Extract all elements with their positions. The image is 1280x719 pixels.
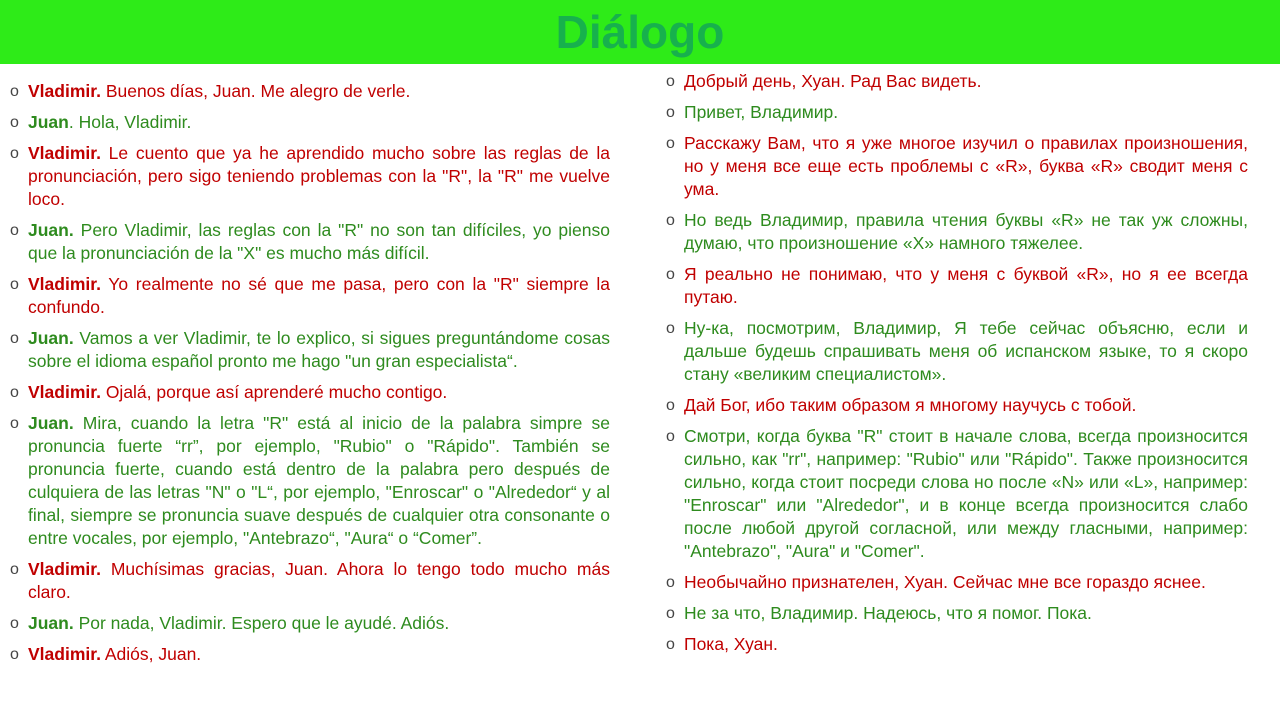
bullet-icon: o bbox=[10, 222, 19, 239]
russian-line-6 bbox=[664, 317, 1248, 386]
russian-line-9 bbox=[664, 571, 1248, 594]
line-text: Yo realmente no sé que me pasa, pero con la "R" siempre la confundo. bbox=[28, 274, 610, 317]
spanish-line-11 bbox=[8, 643, 610, 666]
speaker-name: Juan bbox=[28, 112, 69, 132]
spanish-line-10 bbox=[8, 612, 610, 635]
line-text: Привет, Владимир. bbox=[684, 102, 839, 122]
russian-line-11 bbox=[664, 633, 1248, 656]
bullet-icon: o bbox=[666, 73, 675, 90]
bullet-icon: o bbox=[10, 415, 19, 432]
bullet-icon: o bbox=[10, 114, 19, 131]
russian-line-5 bbox=[664, 263, 1248, 309]
spanish-line-6 bbox=[8, 327, 610, 373]
spanish-line-2 bbox=[8, 111, 610, 134]
bullet-icon: o bbox=[666, 636, 675, 653]
line-text: Смотри, когда буква "R" стоит в начале слова, всегда произносится сильно, как "rr", например: "Rubio" или "Rápido". Также произносится сильно, когда стоит посреди слова но после «N» или «L», например: "Enroscar" или "Alrededor", и в конце всегда произносится слабо после любой другой согласной, или между гласными, например: "Antebrazo", "Aura" и "Comer". bbox=[684, 426, 1248, 561]
russian-line-1 bbox=[664, 70, 1248, 93]
bullet-icon: o bbox=[666, 574, 675, 591]
line-text: Buenos días, Juan. Me alegro de verle. bbox=[100, 81, 411, 101]
bullet-icon: o bbox=[666, 104, 675, 121]
line-text: Добрый день, Хуан. Рад Вас видеть. bbox=[684, 71, 982, 91]
spanish-dialogue-column bbox=[8, 80, 610, 674]
bullet-icon: o bbox=[10, 646, 19, 663]
spanish-line-3 bbox=[8, 142, 610, 211]
bullet-icon: o bbox=[666, 605, 675, 622]
russian-line-4 bbox=[664, 209, 1248, 255]
line-text: Vamos a ver Vladimir, te lo explico, si sigues preguntándome cosas sobre el idioma español pronto me hago "un gran especialista“. bbox=[28, 328, 610, 371]
speaker-name: Vladimir. bbox=[28, 81, 101, 101]
line-text: Но ведь Владимир, правила чтения буквы «R» не так уж сложны, думаю, что произношение «X» намного тяжелее. bbox=[684, 210, 1248, 253]
speaker-name: Vladimir. bbox=[28, 559, 101, 579]
line-text: Ну-ка, посмотрим, Владимир, Я тебе сейчас объясню, если и дальше будешь спрашивать меня об испанском языке, то я скоро стану «великим специалистом». bbox=[684, 318, 1248, 384]
line-text: Я реально не понимаю, что у меня с буквой «R», но я ее всегда путаю. bbox=[684, 264, 1248, 307]
line-text: Не за что, Владимир. Надеюсь, что я помог. Пока. bbox=[684, 603, 1092, 623]
line-text: Muchísimas gracias, Juan. Ahora lo tengo todo mucho más claro. bbox=[28, 559, 610, 602]
russian-line-10 bbox=[664, 602, 1248, 625]
spanish-line-8 bbox=[8, 412, 610, 550]
speaker-name: Juan. bbox=[28, 413, 74, 433]
line-text: Дай Бог, ибо таким образом я многому научусь с тобой. bbox=[684, 395, 1137, 415]
bullet-icon: o bbox=[10, 384, 19, 401]
bullet-icon: o bbox=[666, 320, 675, 337]
bullet-icon: o bbox=[666, 212, 675, 229]
spanish-line-1 bbox=[8, 80, 610, 103]
speaker-name: Vladimir. bbox=[28, 274, 101, 294]
speaker-name: Vladimir. bbox=[28, 382, 101, 402]
spanish-line-9 bbox=[8, 558, 610, 604]
speaker-name: Juan. bbox=[28, 613, 74, 633]
speaker-name: Juan. bbox=[28, 220, 74, 240]
russian-line-8 bbox=[664, 425, 1248, 563]
line-text: Ojalá, porque así aprenderé mucho contigo. bbox=[100, 382, 448, 402]
russian-dialogue-column bbox=[664, 70, 1248, 664]
line-text: Adiós, Juan. bbox=[100, 644, 202, 664]
bullet-icon: o bbox=[666, 428, 675, 445]
line-text: Le cuento que ya he aprendido mucho sobre las reglas de la pronunciación, pero sigo teniendo problemas con la "R", la "R" me vuelve loco. bbox=[28, 143, 610, 209]
spanish-line-5 bbox=[8, 273, 610, 319]
line-text: Pero Vladimir, las reglas con la "R" no son tan difíciles, yo pienso que la pronunciación de la "X" es mucho más difícil. bbox=[28, 220, 610, 263]
line-text: Por nada, Vladimir. Espero que le ayudé. Adiós. bbox=[73, 613, 450, 633]
bullet-icon: o bbox=[666, 397, 675, 414]
bullet-icon: o bbox=[666, 266, 675, 283]
speaker-name: Vladimir. bbox=[28, 143, 101, 163]
spanish-line-7 bbox=[8, 381, 610, 404]
spanish-line-4 bbox=[8, 219, 610, 265]
bullet-icon: o bbox=[10, 145, 19, 162]
line-text: Пока, Хуан. bbox=[684, 634, 778, 654]
page-title: Diálogo bbox=[555, 6, 725, 58]
line-text: Mira, cuando la letra "R" está al inicio de la palabra simpre se pronuncia fuerte “rr”, por ejemplo, "Rubio" o "Rápido". También se pronuncia fuerte, cuando está dentro de la palabra pero después de culquiera de las letras "N" o "L“, por ejemplo, "Enroscar" o "Alrededor“ y al final, siempre se pronuncia suave después de cualquier otra consonante o entre vocales, por ejemplo, "Antebrazo“, "Aura“ o “Comer”. bbox=[28, 413, 610, 548]
bullet-icon: o bbox=[10, 561, 19, 578]
speaker-name: Juan. bbox=[28, 328, 74, 348]
line-text: Необычайно признателен, Хуан. Сейчас мне все гораздо яснее. bbox=[684, 572, 1206, 592]
russian-line-2 bbox=[664, 101, 1248, 124]
bullet-icon: o bbox=[10, 83, 19, 100]
bullet-icon: o bbox=[10, 615, 19, 632]
line-text: Расскажу Вам, что я уже многое изучил о правилах произношения, но у меня все еще есть проблемы с «R», буква «R» сводит меня с ума. bbox=[684, 133, 1248, 199]
russian-line-3 bbox=[664, 132, 1248, 201]
speaker-name: Vladimir. bbox=[28, 644, 101, 664]
bullet-icon: o bbox=[10, 276, 19, 293]
russian-line-7 bbox=[664, 394, 1248, 417]
bullet-icon: o bbox=[666, 135, 675, 152]
bullet-icon: o bbox=[10, 330, 19, 347]
line-text: . Hola, Vladimir. bbox=[68, 112, 192, 132]
